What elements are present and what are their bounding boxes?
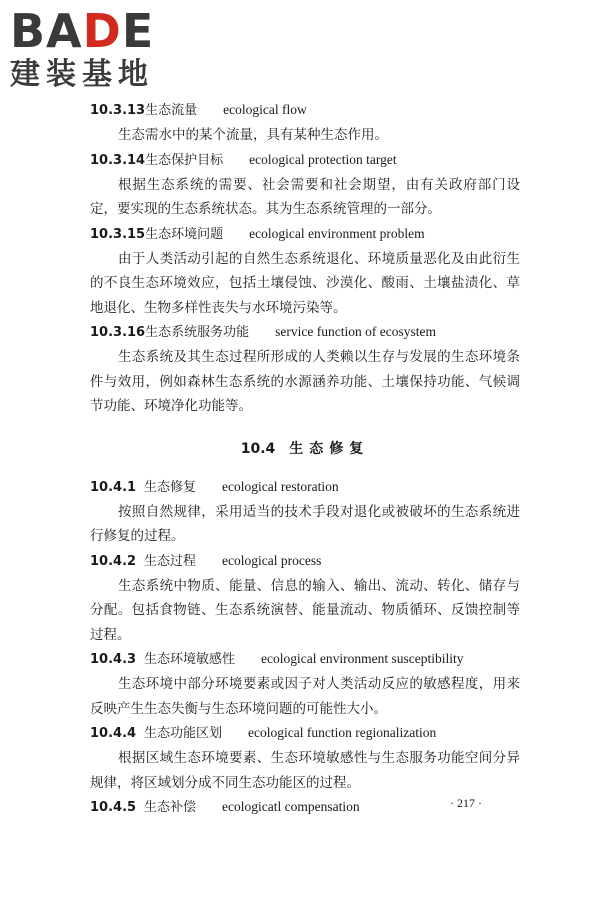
term-chinese: 生态环境问题 bbox=[145, 226, 224, 242]
term-entry bbox=[90, 222, 520, 321]
term-heading bbox=[90, 549, 520, 574]
term-number: 10.3.15 bbox=[90, 226, 146, 242]
document-body bbox=[90, 98, 520, 820]
term-number: 10.4.4 bbox=[90, 726, 137, 741]
term-definition: 根据生态系统的需要、社会需要和社会期望，由有关政府部门设定，要实现的生态系统状态。其为生态系统管理的一部分。 bbox=[90, 176, 520, 217]
term-heading bbox=[90, 148, 520, 173]
term-heading bbox=[90, 721, 520, 746]
term-definition: 按照自然规律，采用适当的技术手段对退化或被破坏的生态系统进行修复的过程。 bbox=[90, 503, 520, 544]
term-number: 10.4.2 bbox=[90, 553, 137, 569]
term-number: 10.3.16 bbox=[90, 325, 146, 340]
term-number: 10.3.14 bbox=[90, 152, 146, 168]
term-english: ecological protection target bbox=[249, 151, 397, 167]
term-heading bbox=[90, 98, 520, 123]
term-entry bbox=[90, 721, 520, 795]
term-definition: 生态系统中物质、能量、信息的输入、输出、流动、转化、储存与分配。包括食物链、生态系统演替、能量流动、物质循环、反馈控制等过程。 bbox=[90, 577, 520, 643]
term-heading bbox=[90, 222, 520, 247]
term-definition: 生态需水中的某个流量，具有某种生态作用。 bbox=[118, 127, 388, 143]
term-entry bbox=[90, 98, 520, 148]
term-entry bbox=[90, 148, 520, 222]
term-number: 10.4.3 bbox=[90, 652, 137, 667]
term-english: ecologicatl compensation bbox=[222, 799, 360, 814]
term-chinese: 生态补偿 bbox=[144, 800, 197, 815]
logo-word-part: BA bbox=[10, 4, 83, 58]
term-definition: 生态系统及其生态过程所形成的人类赖以生存与发展的生态环境条件与效用，例如森林生态系统的水源涵养功能、土壤保持功能、气候调节功能、环境净化功能等。 bbox=[90, 349, 520, 414]
term-heading bbox=[90, 475, 520, 500]
term-definition: 由于人类活动引起的自然生态系统退化、环境质量恶化及由此衍生的不良生态环境效应，包括土壤侵蚀、沙漠化、酸雨、土壤盐渍化、草地退化、生物多样性丧失与水环境污染等。 bbox=[90, 250, 520, 316]
term-chinese: 生态过程 bbox=[144, 553, 197, 569]
term-number: 10.3.13 bbox=[90, 103, 146, 118]
term-english: ecological process bbox=[222, 552, 322, 568]
term-chinese: 生态环境敏感性 bbox=[144, 652, 236, 667]
section-title: 生态修复 bbox=[289, 440, 370, 457]
logo-word-part: E bbox=[121, 4, 155, 58]
term-definition: 生态环境中部分环境要素或因子对人类活动反应的敏感程度，用来反映产生生态失衡与生态环境问题的可能性大小。 bbox=[90, 676, 520, 717]
term-english: ecological environment problem bbox=[249, 225, 425, 241]
term-number: 10.4.5 bbox=[90, 800, 137, 815]
term-chinese: 生态保护目标 bbox=[145, 152, 224, 168]
term-english: ecological environment susceptibility bbox=[261, 651, 464, 666]
term-english: service function of ecosystem bbox=[275, 324, 436, 339]
term-heading bbox=[90, 647, 520, 672]
logo-subtitle: 建装基地 bbox=[10, 57, 154, 92]
bade-logo bbox=[10, 6, 190, 92]
term-entry bbox=[90, 320, 520, 419]
term-entry bbox=[90, 475, 520, 549]
term-heading bbox=[90, 320, 520, 345]
logo-wordmark bbox=[10, 6, 190, 56]
term-english: ecological restoration bbox=[222, 478, 339, 494]
term-chinese: 生态功能区划 bbox=[144, 726, 223, 741]
term-chinese: 生态修复 bbox=[144, 479, 197, 495]
logo-word-accent: D bbox=[82, 4, 122, 58]
page-number: · 217 · bbox=[450, 796, 482, 810]
term-number: 10.4.1 bbox=[90, 479, 137, 495]
term-english: ecological function regionalization bbox=[248, 725, 437, 740]
term-entry bbox=[90, 549, 520, 648]
term-chinese: 生态流量 bbox=[145, 103, 198, 118]
term-chinese: 生态系统服务功能 bbox=[145, 325, 250, 340]
term-english: ecological flow bbox=[223, 102, 307, 117]
term-definition: 根据区域生态环境要素、生态环境敏感性与生态服务功能空间分异规律，将区域划分成不同生态功能区的过程。 bbox=[90, 750, 520, 791]
section-number: 10.4 bbox=[240, 440, 276, 457]
section-heading bbox=[90, 437, 520, 461]
term-entry bbox=[90, 647, 520, 721]
